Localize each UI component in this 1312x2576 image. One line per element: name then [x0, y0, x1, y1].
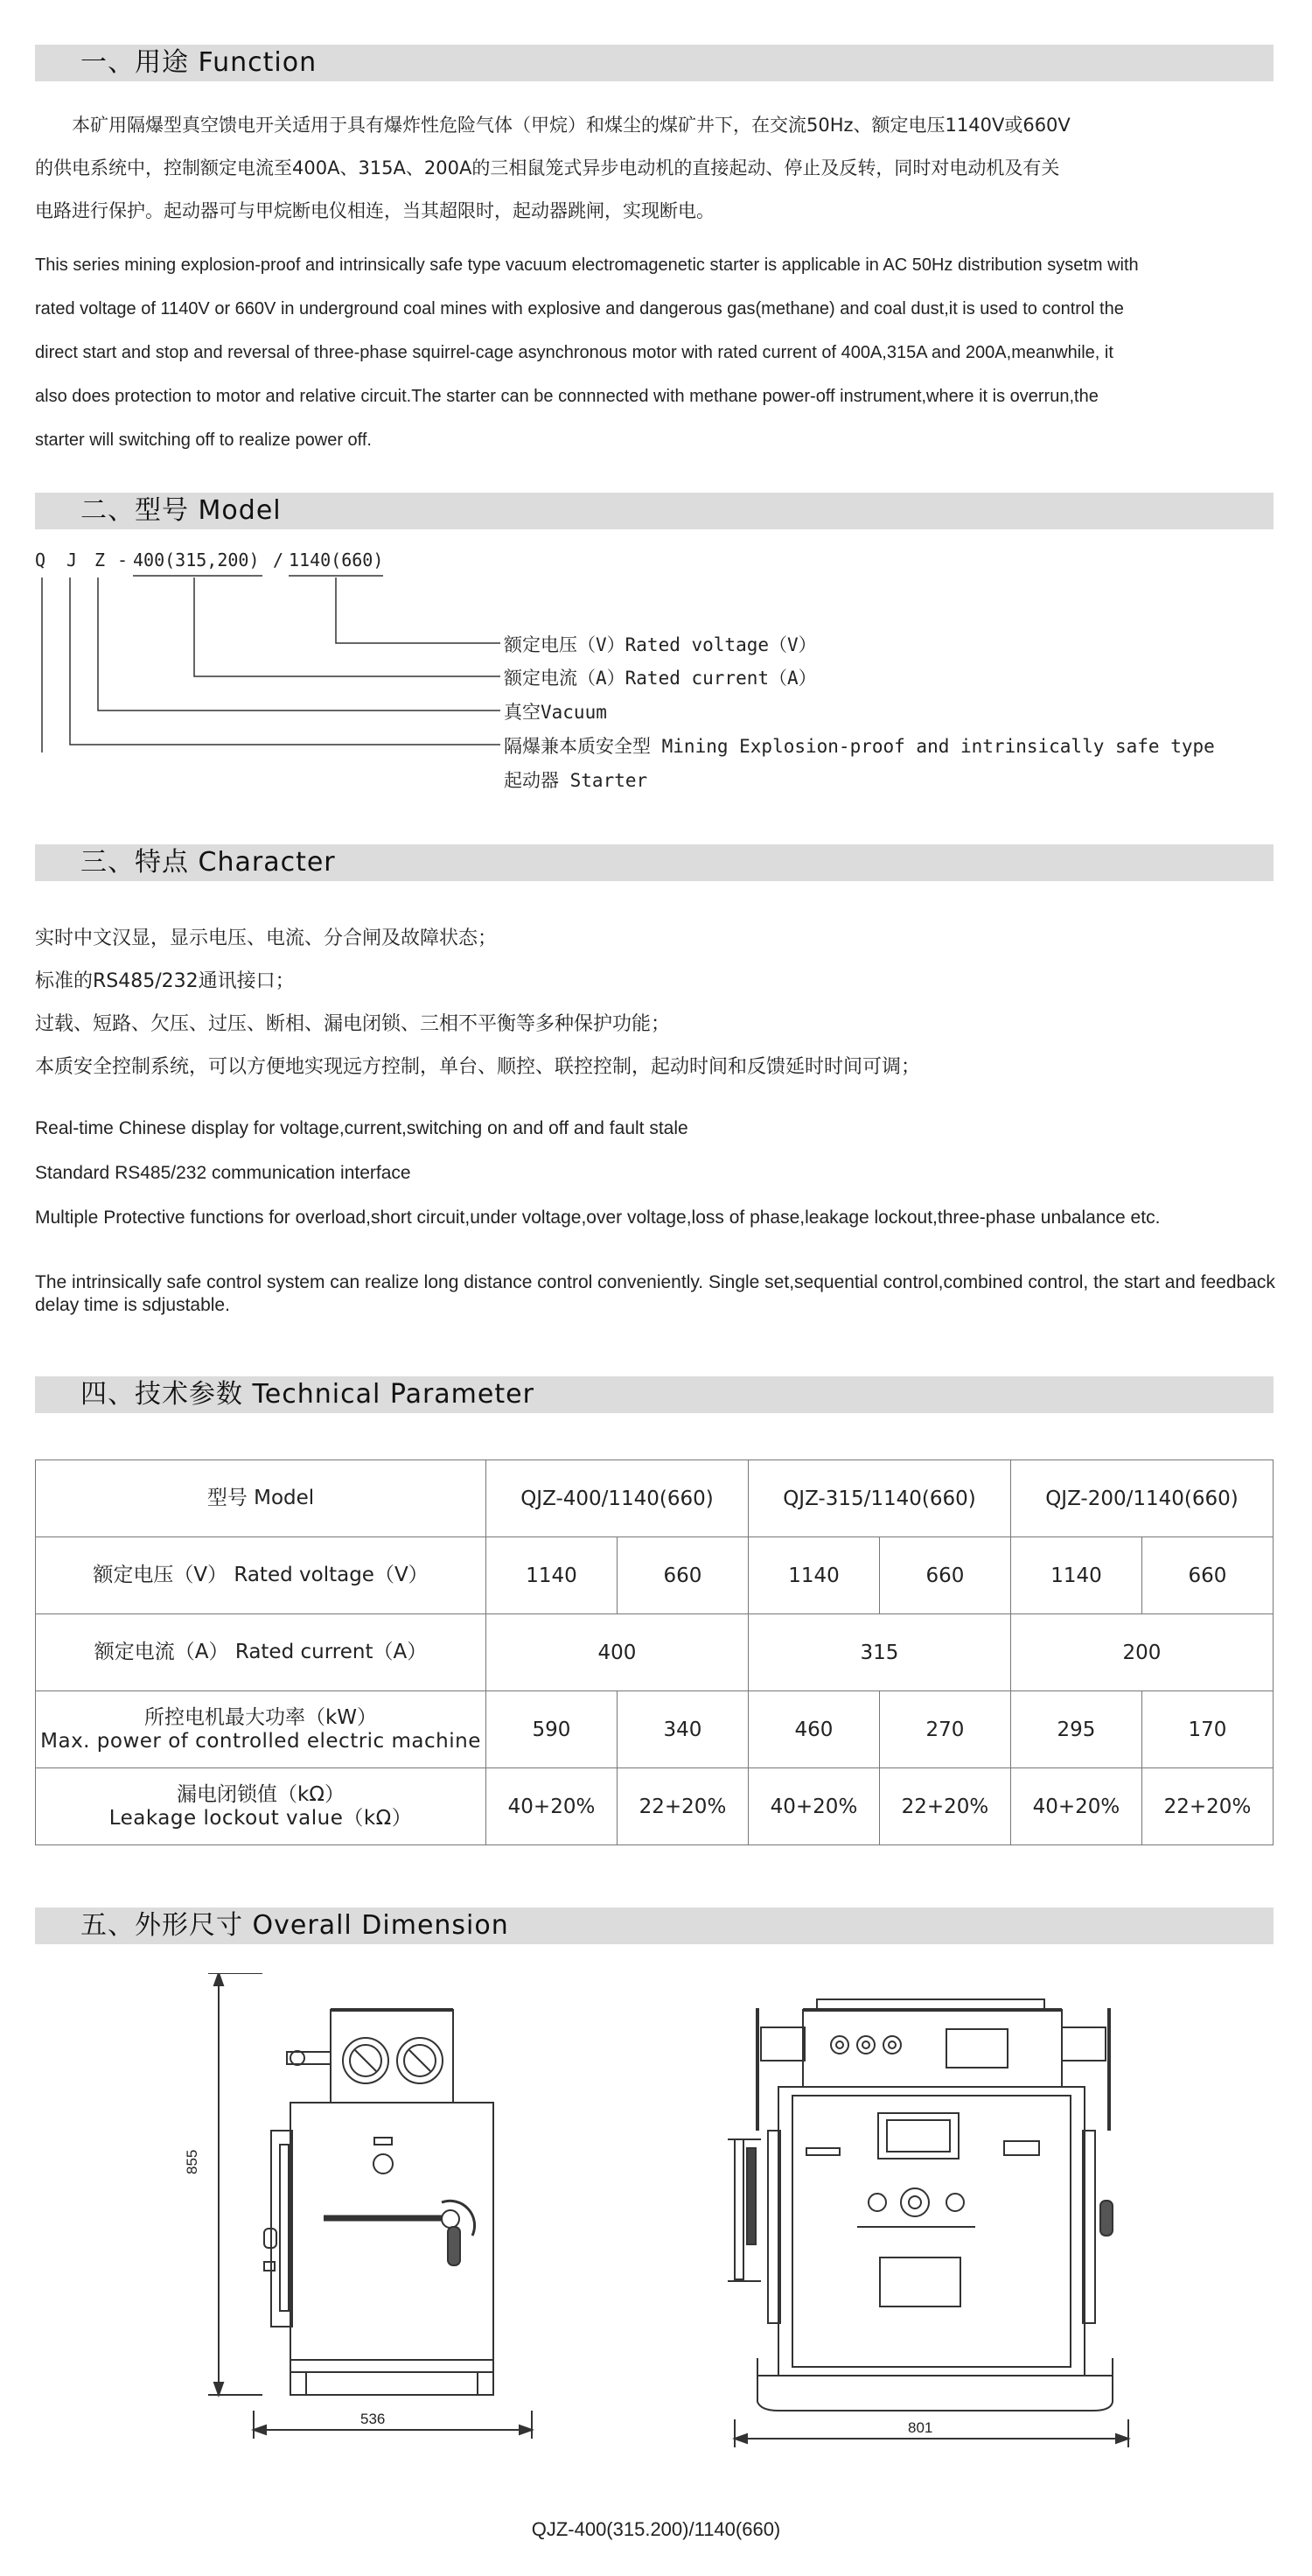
- row-label-current: 额定电流（A） Rated current（A）: [36, 1614, 486, 1691]
- model-code-z: Z: [94, 550, 106, 570]
- function-en-line-1: This series mining explosion-proof and intrinsically safe type vacuum electromagenetic starter is applicable in AC 50Hz distribution sysetm with: [35, 256, 1139, 275]
- table-header-200: QJZ-200/1140(660): [1010, 1460, 1273, 1537]
- table-row: [36, 1691, 1274, 1768]
- section-title-model: 二、型号 Model: [80, 495, 282, 526]
- table-cell: 1140: [1010, 1537, 1141, 1614]
- row-label-power-en: Max. power of controlled electric machine: [40, 1729, 481, 1753]
- table-cell: 40+20%: [748, 1768, 879, 1845]
- table-cell: 200: [1010, 1614, 1273, 1691]
- row-label-power-cn: 所控电机最大功率（kW）: [143, 1705, 378, 1729]
- model-code-voltage: 1140(660): [289, 550, 384, 570]
- table-row: [36, 1768, 1274, 1845]
- function-cn-line-2: 的供电系统中，控制额定电流至400A、315A、200A的三相鼠笼式异步电动机的直接起动、停止及反转，同时对电动机及有关: [35, 158, 1060, 178]
- section-title-character: 三、特点 Character: [80, 847, 336, 878]
- dimension-side-width-label: 536: [360, 2411, 386, 2427]
- table-cell: 315: [748, 1614, 1010, 1691]
- table-cell: 660: [879, 1537, 1010, 1614]
- table-cell: 340: [617, 1691, 748, 1768]
- parameter-table: [35, 1460, 1274, 1845]
- table-cell: 660: [617, 1537, 748, 1614]
- dimension-front-width-label: 801: [908, 2419, 933, 2436]
- table-cell: 295: [1010, 1691, 1141, 1768]
- function-en-line-3: direct start and stop and reversal of three-phase squirrel-cage asynchronous motor with rated current of 400A,315A and 200A,meanwhile, it: [35, 343, 1113, 362]
- row-label-leakage-cn: 漏电闭锁值（kΩ）: [177, 1782, 345, 1806]
- table-row: [36, 1537, 1274, 1614]
- table-cell: 22+20%: [617, 1768, 748, 1845]
- function-cn-line-3: 电路进行保护。起动器可与甲烷断电仪相连，当其超限时，起动器跳闸，实现断电。: [35, 200, 715, 221]
- table-cell: 40+20%: [486, 1768, 618, 1845]
- model-code-q: Q: [35, 550, 46, 570]
- table-cell: 270: [879, 1691, 1010, 1768]
- model-legend-current: 额定电流（A）Rated current（A）: [504, 668, 817, 689]
- table-header-400: QJZ-400/1140(660): [486, 1460, 749, 1537]
- model-code-current: 400(315,200): [133, 550, 260, 570]
- character-en-item-4: The intrinsically safe control system can realize long distance control conveniently. Single set,sequential control,combined control, the start and feedback delay time is sdjustable.: [35, 1272, 1275, 1315]
- table-cell: 170: [1141, 1691, 1273, 1768]
- dimension-height-label: 855: [184, 2149, 200, 2174]
- row-label-voltage: 额定电压（V） Rated voltage（V）: [36, 1537, 486, 1614]
- table-cell: 1140: [748, 1537, 879, 1614]
- table-cell: 22+20%: [879, 1768, 1010, 1845]
- table-row: [36, 1614, 1274, 1691]
- row-label-leakage: [36, 1768, 486, 1845]
- function-cn-line-1: 本矿用隔爆型真空馈电开关适用于具有爆炸性危险气体（甲烷）和煤尘的煤矿井下，在交流50Hz、额定电压1140V或660V: [35, 115, 1071, 136]
- front-view-drawing: [708, 1973, 1198, 2463]
- model-code-slash: /: [273, 550, 284, 570]
- row-label-leakage-en: Leakage lockout value（kΩ）: [108, 1806, 413, 1830]
- table-cell: 590: [486, 1691, 618, 1768]
- character-en-item-2: Standard RS485/232 communication interface: [35, 1163, 411, 1183]
- character-cn-item-2: 标准的RS485/232通讯接口；: [35, 970, 295, 992]
- row-label-power: [36, 1691, 486, 1768]
- model-code-dash: -: [117, 550, 129, 570]
- table-cell: 660: [1141, 1537, 1273, 1614]
- section-title-parameter: 四、技术参数 Technical Parameter: [80, 1379, 534, 1410]
- table-header-model: 型号 Model: [36, 1460, 486, 1537]
- side-view-drawing: [184, 1973, 621, 2463]
- dimension-caption: QJZ-400(315.200)/1140(660): [531, 2518, 781, 2540]
- model-code-j: J: [66, 550, 78, 570]
- model-legend-vacuum: 真空Vacuum: [504, 702, 607, 723]
- character-en-item-3: Multiple Protective functions for overload,short circuit,under voltage,over voltage,loss of phase,leakage lockout,three-phase unbalance etc.: [35, 1208, 1161, 1228]
- table-row: [36, 1460, 1274, 1537]
- model-legend-type: 隔爆兼本质安全型 Mining Explosion-proof and intrinsically safe type: [504, 736, 1215, 757]
- table-cell: 400: [486, 1614, 749, 1691]
- table-header-315: QJZ-315/1140(660): [748, 1460, 1010, 1537]
- character-cn-item-3: 过载、短路、欠压、过压、断相、漏电闭锁、三相不平衡等多种保护功能；: [35, 1013, 671, 1035]
- function-en-line-2: rated voltage of 1140V or 660V in underground coal mines with explosive and dangerous gas(methane) and coal dust,it is used to control the: [35, 299, 1124, 318]
- model-legend-starter: 起动器 Starter: [504, 770, 648, 791]
- table-cell: 460: [748, 1691, 879, 1768]
- character-cn-item-1: 实时中文汉显，显示电压、电流、分合闸及故障状态；: [35, 928, 498, 949]
- section-title-dimension: 五、外形尺寸 Overall Dimension: [80, 1910, 509, 1941]
- function-en-line-5: starter will switching off to realize power off.: [35, 430, 372, 450]
- table-cell: 22+20%: [1141, 1768, 1273, 1845]
- table-cell: 1140: [486, 1537, 618, 1614]
- section-title-function: 一、用途 Function: [80, 47, 318, 78]
- table-cell: 40+20%: [1010, 1768, 1141, 1845]
- character-en-item-1: Real-time Chinese display for voltage,current,switching on and off and fault stale: [35, 1118, 688, 1138]
- character-cn-item-4: 本质安全控制系统，可以方便地实现远方控制，单台、顺控、联控控制，起动时间和反馈延时时间可调；: [35, 1056, 921, 1078]
- model-legend-voltage: 额定电压（V）Rated voltage（V）: [504, 634, 817, 655]
- function-en-line-4: also does protection to motor and relative circuit.The starter can be connnected with methane power-off instrument,where it is overrun,the: [35, 387, 1099, 406]
